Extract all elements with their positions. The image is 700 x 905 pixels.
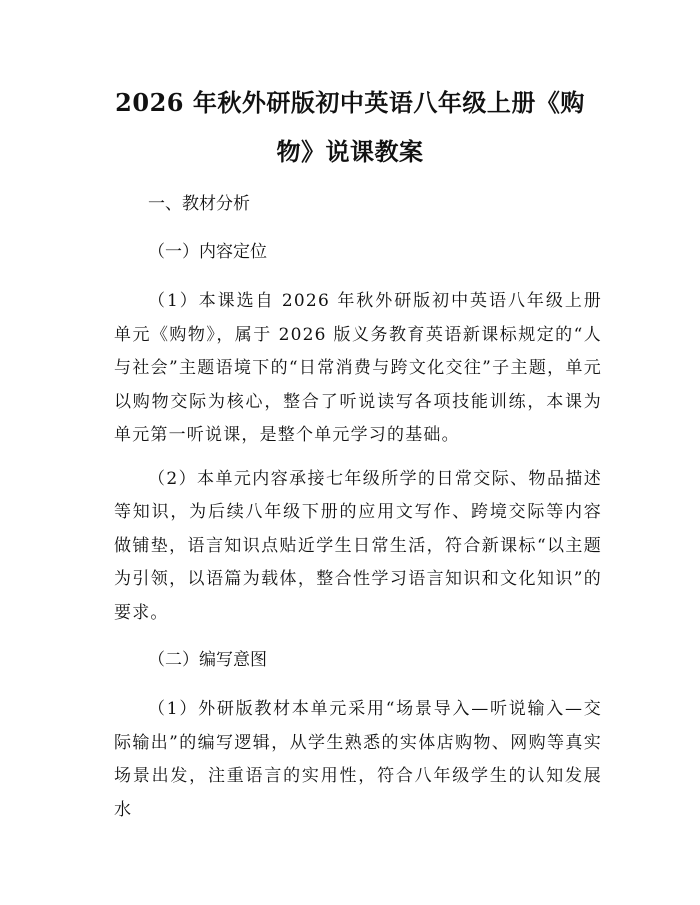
title-line-2: 物》说课教案 bbox=[276, 137, 424, 166]
paragraph: （2）本单元内容承接七年级所学的日常交际、物品描述等知识，为后续八年级下册的应用文写作、跨境交际等内容做铺垫，语言知识点贴近学生日常生活，符合新课标“以主题为引领，以语篇为载体，整合性学习语言知识和文化知识”的要求。 bbox=[114, 468, 602, 623]
paragraph: （1）外研版教材本单元采用“场景导入—听说输入—交际输出”的编写逻辑，从学生熟悉的实体店购物、网购等真实场景出发，注重语言的实用性，符合八年级学生的认知发展水 bbox=[114, 699, 602, 820]
section-heading: 一、教材分析 bbox=[148, 194, 250, 214]
title-line-1: 2026 年秋外研版初中英语八年级上册《购 bbox=[115, 88, 585, 117]
document-body bbox=[114, 188, 602, 827]
paragraph: （1）本课选自 2026 年秋外研版初中英语八年级上册单元《购物》，属于 2026 版义务教育英语新课标规定的“人与社会”主题语境下的“日常消费与跨文化交往”子主题，单元以购物交际为核心，整合了听说读写各项技能训练，本课为单元第一听说课，是整个单元学习的基础。 bbox=[114, 291, 602, 445]
document-title bbox=[100, 78, 600, 176]
subsection-heading: （一）内容定位 bbox=[148, 242, 267, 262]
subsection-heading: （二）编写意图 bbox=[148, 650, 267, 670]
